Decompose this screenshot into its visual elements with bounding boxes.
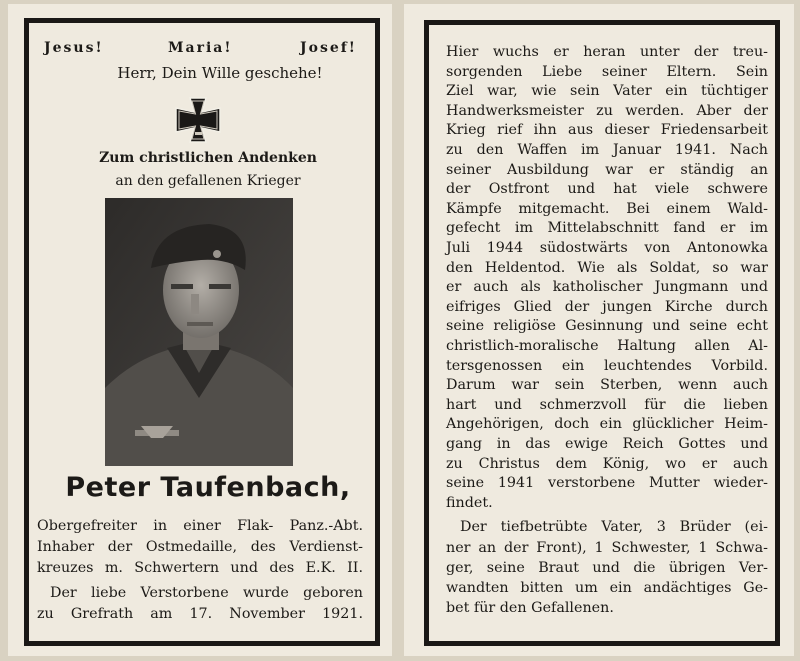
biography-line: Handwerksmeister zu werden. Aber der (446, 102, 768, 119)
biography-line: den Heldentod. Wie als Soldat, so war (446, 259, 768, 276)
biography-line: Kämpfe mitgemacht. Bei einem Wald- (446, 200, 768, 217)
soldier-portrait (105, 198, 293, 466)
biography-line: seiner Ausbildung war er ständig an (446, 161, 768, 178)
biography-line: Der tiefbetrübte Vater, 3 Brüder (ei- (460, 519, 768, 536)
iron-cross-icon (168, 90, 228, 150)
biography-line: zu den Waffen im Januar 1941. Nach (446, 142, 768, 158)
biography-line: gang in das ewige Reich Gottes und (446, 436, 768, 452)
biography-line: gefecht im Mittelabschnitt fand er im (446, 220, 768, 237)
biography-line: findet. (446, 494, 493, 511)
biography-line: eifriges Glied der jungen Kirche durch (446, 298, 768, 315)
invocation-maria: Maria! (168, 40, 233, 56)
biography-line: hart und schmerzvoll für die lieben (446, 396, 768, 413)
biography-line: Juli 1944 südostwärts von Antonowka (446, 240, 768, 256)
biography-line: Ziel war, wie sein Vater ein tüchtiger (446, 83, 768, 100)
dedication-line-1: Zum christlichen Andenken (99, 150, 317, 166)
deceased-name: Peter Taufenbach, (65, 472, 351, 503)
biography-line: seine 1941 verstorbene Mutter wieder- (446, 475, 768, 492)
biography-line: Darum war sein Sterben, wenn auch (446, 377, 768, 394)
biography-line: christlich-moralische Haltung allen Al- (446, 338, 768, 354)
bio-line-4: Der liebe Verstorbene wurde geboren (50, 585, 363, 601)
invocation-josef: Josef! (300, 40, 357, 56)
bio-line-3: kreuzes m. Schwertern und des E.K. II. (37, 560, 363, 576)
biography-line: ger, seine Braut und die übrigen Ver- (446, 559, 768, 576)
biography-line: zu Christus dem König, wo er auch (446, 455, 768, 472)
bio-line-5: zu Grefrath am 17. November 1921. (37, 606, 363, 622)
dedication-line-2: an den gefallenen Krieger (115, 173, 301, 189)
biography-line: ner an der Front), 1 Schwester, 1 Schwa- (446, 539, 768, 556)
biography-line: Hier wuchs er heran unter der treu- (446, 44, 768, 60)
biography-line: wandten bitten um ein andächtiges Ge- (446, 580, 768, 596)
biography-line: seine religiöse Gesinnung und seine echt (446, 318, 768, 335)
biography-line: Krieg rief ihn aus dieser Friedensarbeit (446, 122, 768, 139)
invocation-jesus: Jesus! (44, 40, 104, 56)
biography-line: Angehörigen, doch ein glücklicher Heim- (446, 416, 768, 433)
prayer-line: Herr, Dein Wille geschehe! (117, 64, 323, 82)
biography-line: der Ostfront und hat viele schwere (446, 181, 768, 198)
biography-line: bet für den Gefallenen. (446, 600, 614, 617)
bio-line-2: Inhaber der Ostmedaille, des Verdienst- (37, 539, 363, 555)
biography-line: sorgenden Liebe seiner Eltern. Sein (446, 63, 768, 80)
bio-line-1: Obergefreiter in einer Flak- Panz.-Abt. (37, 518, 363, 534)
biography-line: tersgenossen ein leuchtendes Vorbild. (446, 357, 768, 374)
biography-line: er auch als katholischer Jungmann und (446, 279, 768, 296)
